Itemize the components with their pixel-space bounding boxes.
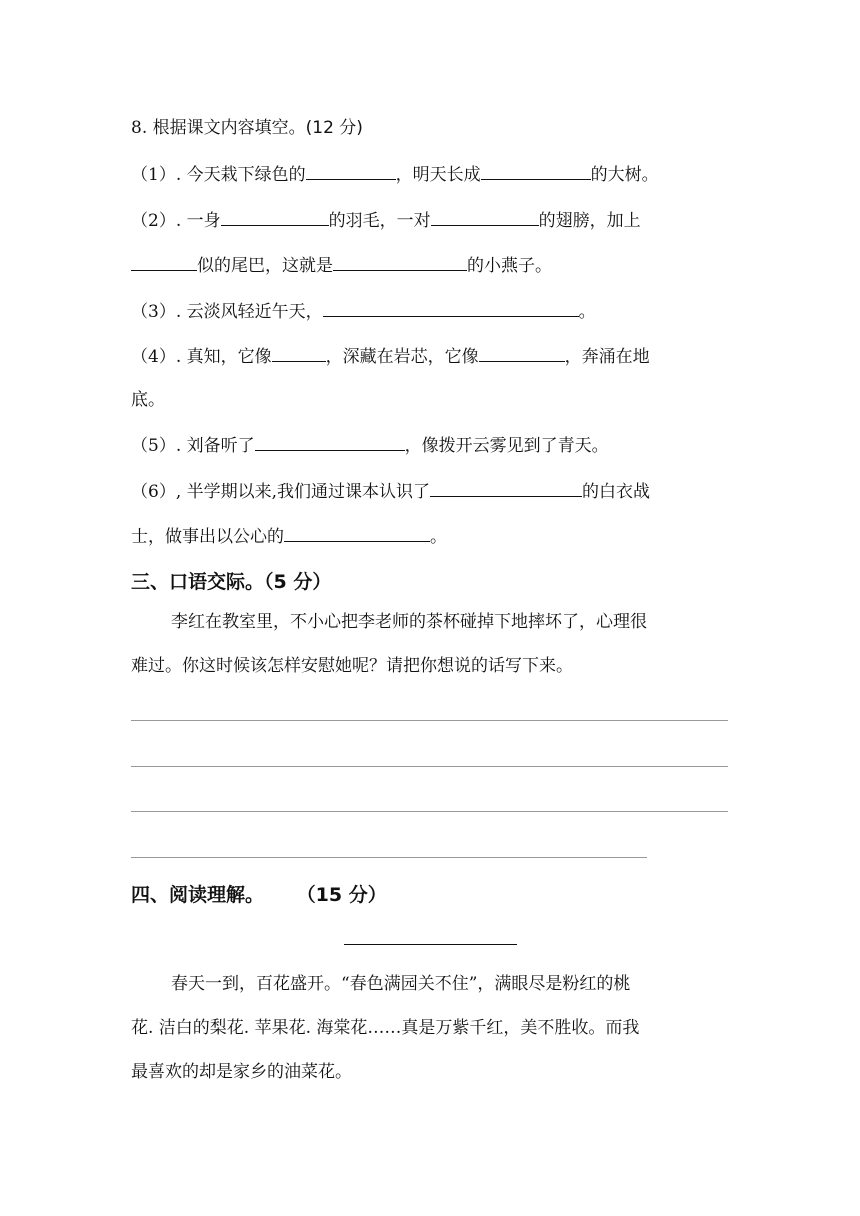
fill-item-6 [131, 478, 650, 504]
passage-line: 花. 洁白的梨花. 苹果花. 海棠花……真是万紫千红，美不胜收。而我 [131, 1018, 640, 1038]
answer-blank[interactable] [272, 343, 326, 362]
answer-blank[interactable] [221, 207, 329, 226]
item-text: 刘备听了 [186, 436, 255, 456]
item-number: （2）. [131, 211, 187, 231]
answer-blank[interactable] [323, 298, 579, 317]
fill-item-5 [131, 432, 609, 458]
answer-blank[interactable] [131, 252, 197, 271]
item-text: 的白衣战 [582, 482, 651, 502]
item-number: （6）, [131, 482, 187, 502]
item-text: 半学期以来,我们通过课本认识了 [186, 482, 431, 502]
item-text: 的小燕子。 [467, 256, 552, 276]
writing-line[interactable] [131, 857, 647, 858]
answer-blank[interactable] [333, 252, 467, 271]
item-text: ，像拨开云雾见到了青天。 [404, 436, 609, 456]
passage-line: 最喜欢的却是家乡的油菜花。 [131, 1062, 352, 1082]
fill-item-2-cont [131, 252, 552, 278]
item-text: 的羽毛，一对 [328, 211, 431, 231]
writing-line[interactable] [131, 811, 728, 812]
item-text: 士，做事出以公心的 [131, 527, 284, 547]
item-text: 底。 [131, 390, 165, 410]
fill-item-3 [131, 298, 596, 324]
question-8-title [131, 116, 363, 140]
passage-line: 春天一到，百花盛开。“春色满园关不住”，满眼尽是粉红的桃 [171, 974, 631, 994]
item-text: 似的尾巴，这就是 [197, 256, 333, 276]
item-text: ，深藏在岩芯，它像 [325, 347, 479, 367]
item-text: 。 [430, 527, 447, 547]
fill-item-4 [131, 343, 650, 369]
prompt-line: 难过。你这时候该怎样安慰她呢？请把你想说的话写下来。 [131, 656, 573, 676]
section-4-heading [131, 880, 387, 907]
item-number: （3）. [131, 302, 187, 322]
item-number: （5）. [131, 436, 187, 456]
item-number: （1）. [131, 165, 187, 185]
answer-blank[interactable] [430, 478, 582, 497]
item-text: ，奔涌在地 [564, 347, 650, 367]
fill-item-2 [131, 207, 641, 233]
item-text: 。 [578, 302, 596, 322]
fill-item-1 [131, 161, 659, 187]
item-text: 的大树。 [590, 165, 659, 185]
writing-line[interactable] [131, 766, 728, 767]
item-text: 的翅膀，加上 [538, 211, 641, 231]
section-3-prompt [131, 600, 731, 688]
answer-blank[interactable] [479, 343, 565, 362]
section-3-heading: 三、口语交际。（5 分） [131, 571, 332, 593]
question-text: 根据课文内容填空。 [152, 118, 306, 138]
answer-blank[interactable] [431, 207, 539, 226]
item-text: 真知，它像 [186, 347, 272, 367]
item-number: （4）. [131, 347, 187, 367]
section-4-score: （15 分） [296, 884, 387, 906]
answer-blank[interactable] [284, 523, 430, 542]
item-text: ，明天长成 [395, 165, 481, 185]
writing-line[interactable] [131, 720, 728, 721]
reading-passage [131, 962, 731, 1094]
question-number: 8. [131, 118, 148, 138]
fill-item-4-cont [131, 388, 165, 412]
question-score: (12 分) [305, 118, 363, 138]
section-4-title: 四、阅读理解。 [131, 884, 265, 906]
item-text: 一身 [186, 211, 221, 231]
fill-item-6-cont [131, 523, 447, 549]
answer-blank[interactable] [255, 432, 405, 451]
item-text: 云淡风轻近午天， [186, 302, 323, 322]
prompt-line: 李红在教室里，不小心把李老师的茶杯碰掉下地摔坏了，心理很 [171, 612, 647, 632]
answer-blank[interactable] [306, 161, 396, 180]
passage-title-blank[interactable] [344, 944, 517, 945]
answer-blank[interactable] [481, 161, 591, 180]
item-text: 今天栽下绿色的 [186, 165, 306, 185]
